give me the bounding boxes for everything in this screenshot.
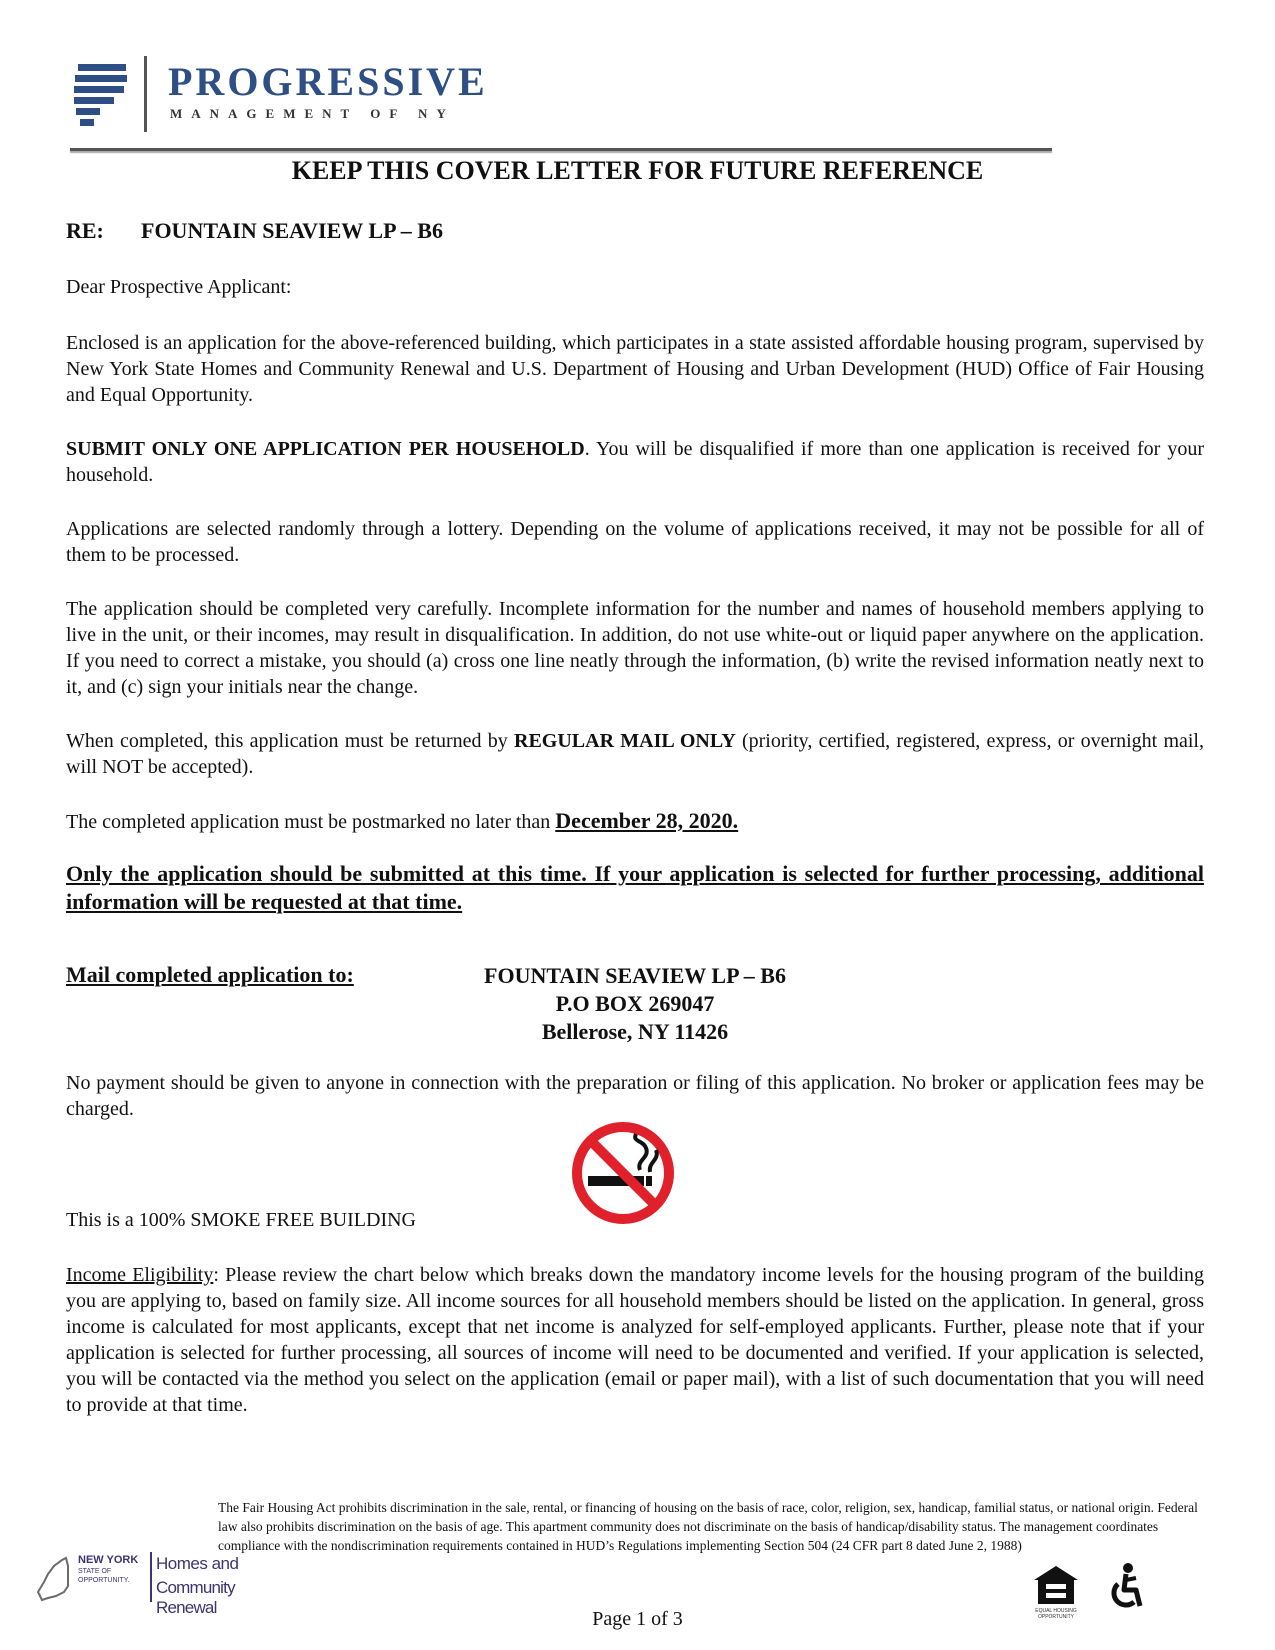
income-eligibility-label: Income Eligibility xyxy=(66,1264,214,1286)
hcr-line-2: Community Renewal xyxy=(156,1578,235,1617)
company-name: PROGRESSIVE xyxy=(168,59,488,104)
income-eligibility-text: : Please review the chart below which breaks down the mandatory income levels for the housing program of the building you are applying to, based on family size. All income sources for all household members should be listed on the application. In general, gross income is calculated for most applicants, except that net income is analyzed for self-employed applicants. Further, please note that if your application is selected for further processing, all sources of income will need to be documented and verified. If your application is selected, you will be contacted via the method you select on the application (email or paper mail), with a list of such documentation that you will need to provide at that time. xyxy=(66,1264,1205,1416)
nys-divider xyxy=(150,1552,152,1602)
one-application-emphasis: SUBMIT ONLY ONE APPLICATION PER HOUSEHOLD xyxy=(66,438,585,460)
mail-method-emphasis: REGULAR MAIL ONLY xyxy=(514,730,736,752)
logo-divider xyxy=(144,56,147,132)
paragraph-one-application xyxy=(66,436,1204,488)
re-label: RE: xyxy=(66,218,104,243)
page-title: KEEP THIS COVER LETTER FOR FUTURE REFERENCE xyxy=(291,156,984,185)
fair-housing-notice: The Fair Housing Act prohibits discrimination in the sale, rental, or financing of housing on the basis of race, color, religion, sex, handicap, familial status, or national origin. Federal law also prohibits discrimination on the basis of age. This apartment community does not discriminate on the basis of handicap/disability status. The management coordinates compliance with the nondiscrimination requirements contained in HUD’s Regulations implementing Section 504 (24 CFR part 8 dated June 2, 1988) xyxy=(218,1500,1198,1553)
nys-line-2: STATE OF xyxy=(78,1568,112,1575)
progressive-logo-icon xyxy=(72,62,130,128)
mail-method-rest: (priority, certified, registered, express, or overnight mail, will NOT be accepted). xyxy=(66,730,1204,778)
paragraph-instructions: The application should be completed very carefully. Incomplete information for the number and names of household members applying to live in the unit, or their incomes, may result in disqualification. In addition, do not use white-out or liquid paper anywhere on the application. If you need to correct a mistake, you should (a) cross one line neatly through the information, (b) write the revised information neatly next to it, and (c) sign your initials near the change. xyxy=(66,598,1204,698)
deadline-date: December 28, 2020. xyxy=(555,808,739,833)
salutation: Dear Prospective Applicant: xyxy=(66,276,292,298)
header-rule xyxy=(70,148,1052,151)
nys-line-1: NEW YORK xyxy=(78,1554,139,1566)
company-subtitle: MANAGEMENT OF NY xyxy=(170,106,455,121)
hcr-line-1: Homes and xyxy=(156,1554,239,1573)
address-line-2: P.O BOX 269047 xyxy=(555,991,715,1016)
paragraph-no-fees: No payment should be given to anyone in connection with the preparation or filing of this application. No broker or application fees may be charged. xyxy=(66,1072,1204,1120)
deadline-pre: The completed application must be postmarked no later than xyxy=(66,811,556,833)
submission-notice: Only the application should be submitted at this time. If your application is selected for further processing, additional information will be requested at that time. xyxy=(66,861,1204,914)
page-number: Page 1 of 3 xyxy=(592,1608,683,1630)
new-york-state-icon xyxy=(34,1552,72,1602)
paragraph-program: Enclosed is an application for the above-referenced building, which participates in a state assisted affordable housing program, supervised by New York State Homes and Community Renewal and U.S. Department of Housing and Urban Development (HUD) Office of Fair Housing and Equal Opportunity. xyxy=(66,332,1204,406)
mail-method-pre: When completed, this application must be returned by xyxy=(66,730,515,752)
mail-to-label: Mail completed application to: xyxy=(66,962,354,987)
paragraph-income-eligibility xyxy=(66,1262,1204,1418)
address-line-1: FOUNTAIN SEAVIEW LP – B6 xyxy=(484,963,786,988)
one-application-text: . You will be disqualified if more than one application is received for your household. xyxy=(66,438,1204,486)
paragraph-deadline xyxy=(66,808,1204,835)
accessibility-icon xyxy=(1106,1562,1146,1612)
nys-line-3: OPPORTUNITY. xyxy=(78,1577,130,1584)
nys-hcr-logo xyxy=(34,1548,264,1617)
address-line-3: Bellerose, NY 11426 xyxy=(541,1019,729,1044)
equal-housing-text: EQUAL HOUSING OPPORTUNITY xyxy=(1035,1608,1077,1620)
no-smoking-icon xyxy=(570,1120,676,1226)
paragraph-mail-method xyxy=(66,728,1204,780)
re-value: FOUNTAIN SEAVIEW LP – B6 xyxy=(141,218,443,243)
smoke-free-statement: This is a 100% SMOKE FREE BUILDING xyxy=(66,1209,416,1231)
paragraph-lottery: Applications are selected randomly through a lottery. Depending on the volume of applications received, it may not be possible for all of them to be processed. xyxy=(66,518,1204,566)
equal-housing-icon xyxy=(1032,1564,1080,1606)
